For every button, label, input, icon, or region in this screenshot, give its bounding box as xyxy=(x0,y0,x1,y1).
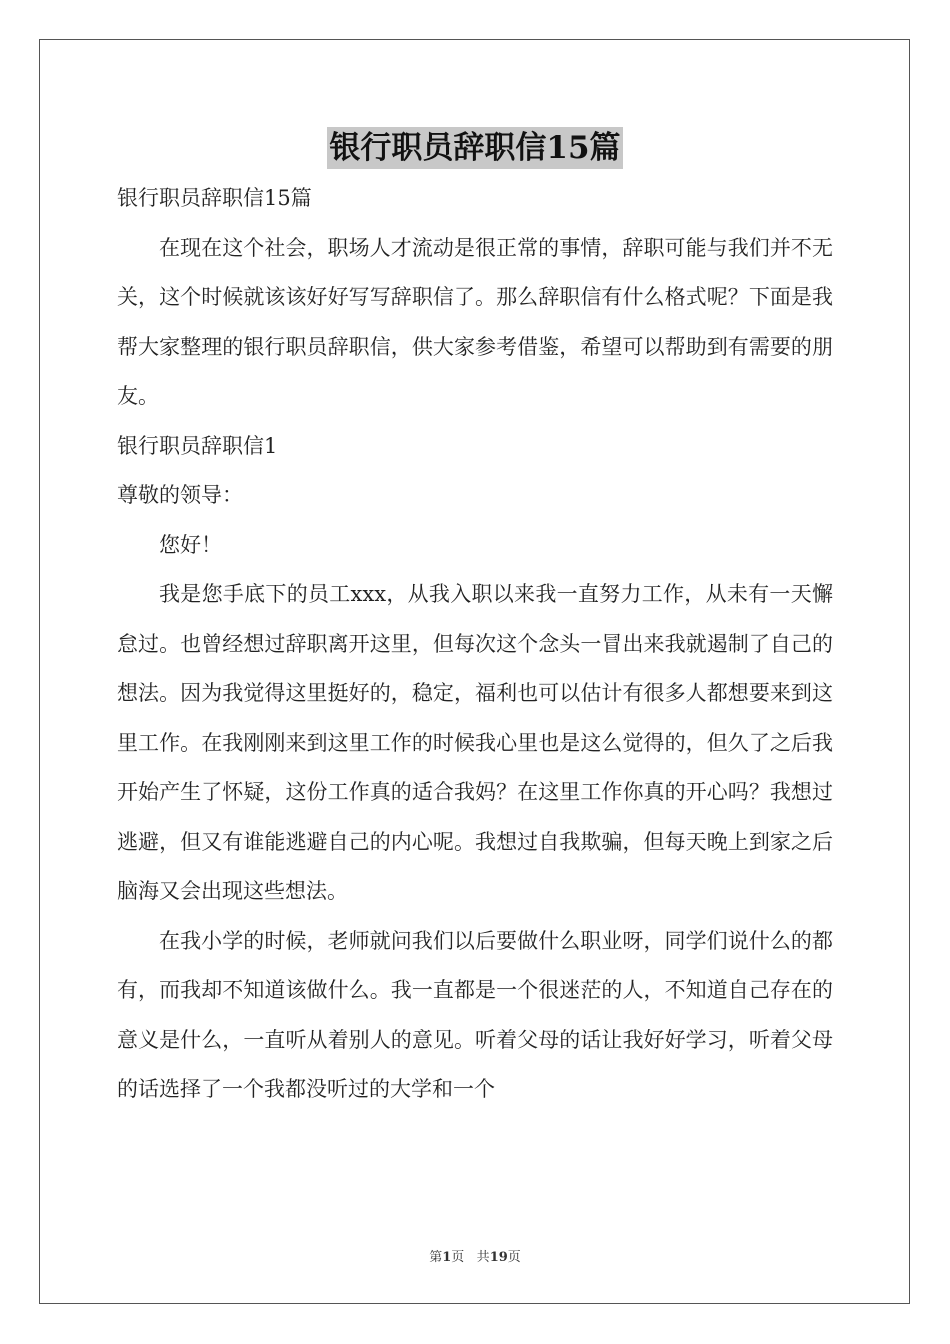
document-body xyxy=(117,174,833,1115)
paragraph: 您好！ xyxy=(159,532,222,557)
page-label-prefix: 第 xyxy=(429,1250,443,1265)
total-label-prefix: 共 xyxy=(476,1250,490,1265)
paragraph: 在我小学的时候，老师就问我们以后要做什么职业呀，同学们说什么的都有，而我却不知道该做什么。我一直都是一个很迷茫的人，不知道自己存在的意义是什么，一直听从着别人的意见。听着父母的话让我好好学习，听着父母的话选择了一个我都没听过的大学和一个 xyxy=(117,928,833,1101)
total-label-suffix: 页 xyxy=(507,1250,521,1265)
document-title: 银行职员辞职信15篇 xyxy=(327,127,622,169)
paragraph: 在现在这个社会，职场人才流动是很正常的事情，辞职可能与我们并不无关，这个时候就该该好好写写辞职信了。那么辞职信有什么格式呢？下面是我帮大家整理的银行职员辞职信，供大家参考借鉴，希望可以帮助到有需要的朋友。 xyxy=(117,235,833,408)
paragraph: 银行职员辞职信15篇 xyxy=(117,186,312,210)
title-container xyxy=(0,127,950,169)
paragraph: 尊敬的领导： xyxy=(117,483,243,507)
total-pages-number: 19 xyxy=(489,1250,508,1265)
page-label-suffix: 页 xyxy=(451,1250,465,1265)
page-footer xyxy=(0,1246,950,1265)
current-page-number: 1 xyxy=(442,1250,452,1265)
paragraph: 银行职员辞职信1 xyxy=(117,433,278,458)
paragraph: 我是您手底下的员工xxx，从我入职以来我一直努力工作，从未有一天懈怠过。也曾经想过辞职离开这里，但每次这个念头一冒出来我就遏制了自己的想法。因为我觉得这里挺好的，稳定，福利也可以估计有很多人都想要来到这里工作。在我刚刚来到这里工作的时候我心里也是这么觉得的，但久了之后我开始产生了怀疑，这份工作真的适合我妈？在这里工作你真的开心吗？我想过逃避，但又有谁能逃避自己的内心呢。我想过自我欺骗，但每天晚上到家之后脑海又会出现这些想法。 xyxy=(117,582,833,903)
